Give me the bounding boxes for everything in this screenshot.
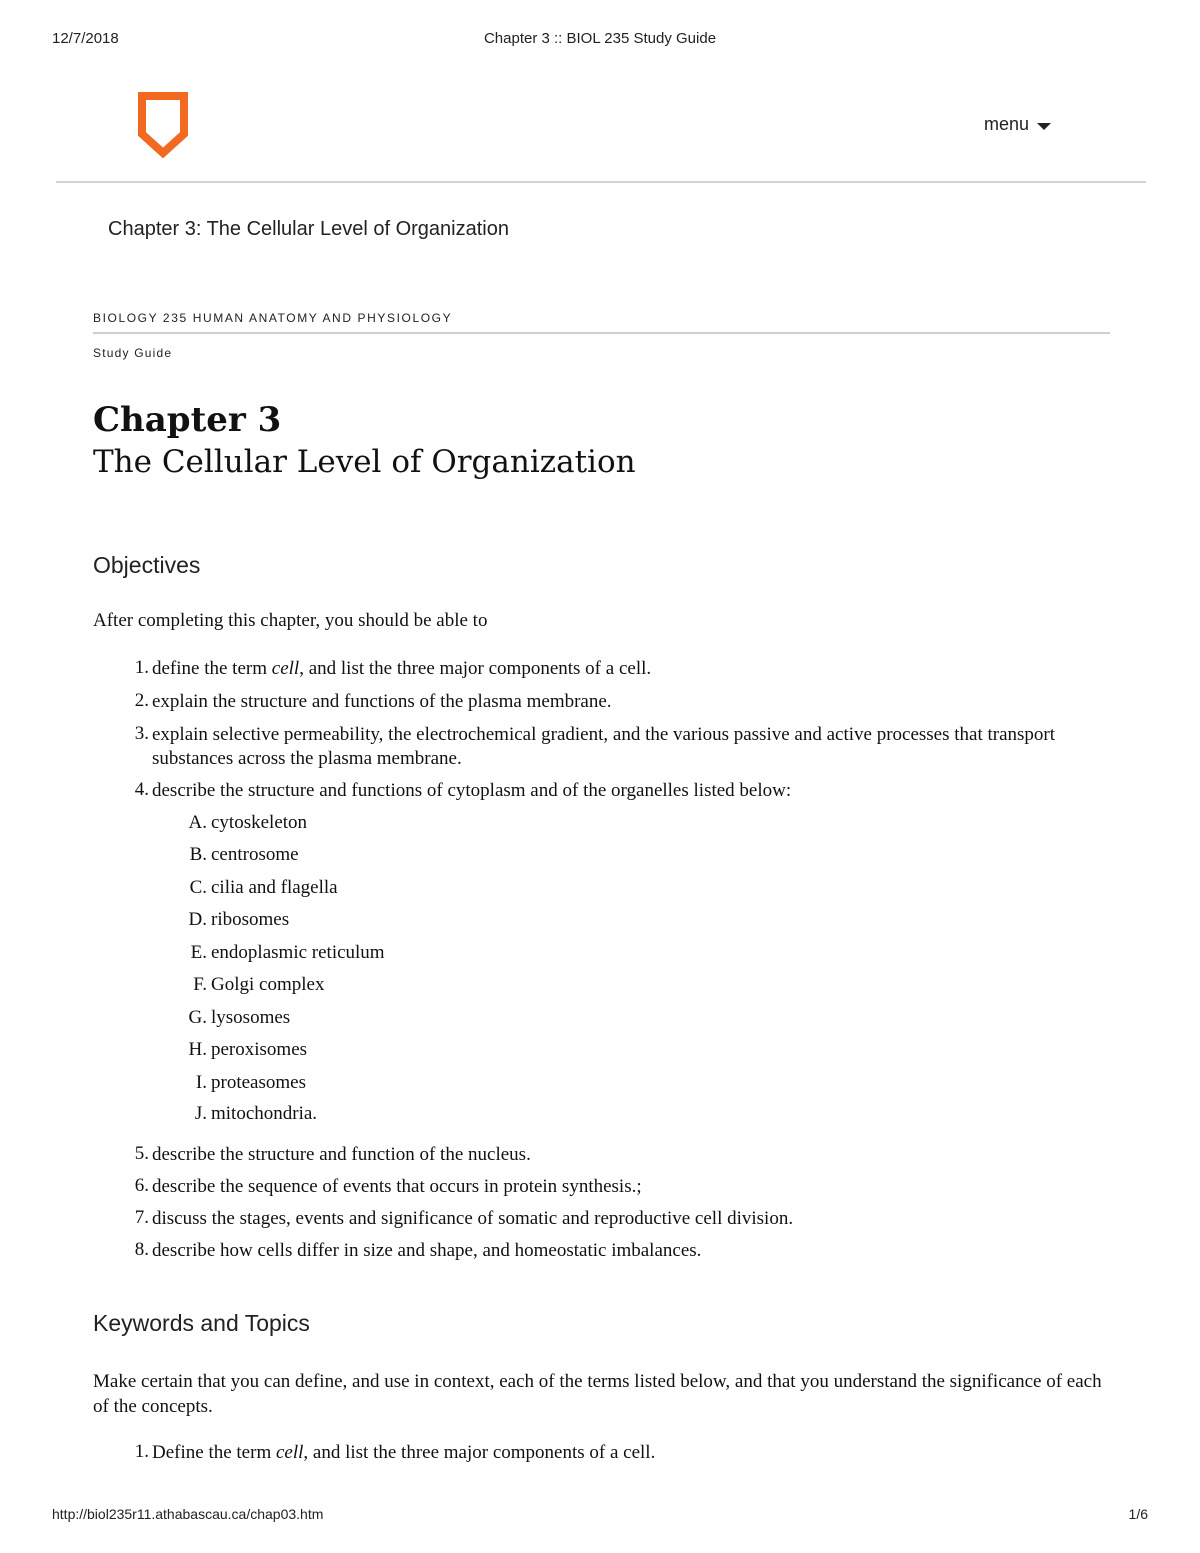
item-text: discuss the stages, events and significance of somatic and reproductive cell division. [152,1208,794,1229]
item-number: 5. [134,1143,149,1164]
item-text: ribosomes [211,909,290,930]
item-letter: J. [194,1103,207,1124]
caret-down-icon [1037,123,1051,130]
print-footer [0,1506,1200,1526]
item-letter: H. [188,1039,207,1060]
item-text: explain the structure and functions of the plasma membrane. [152,691,612,712]
course-name: BIOLOGY 235 HUMAN ANATOMY AND PHYSIOLOGY [93,311,453,325]
item-text-part: , and list the three major components of a cell. [299,658,652,679]
item-text: endoplasmic reticulum [211,942,385,963]
item-text: cytoskeleton [211,812,308,833]
print-header [0,30,1200,50]
item-number: 8. [134,1239,149,1260]
item-number: 6. [134,1175,149,1196]
item-text: describe the structure and functions of cytoplasm and of the organelles listed below: [152,780,792,801]
item-text: describe how cells differ in size and shape, and homeostatic imbalances. [152,1240,702,1261]
item-letter: B. [189,844,207,865]
item-text: lysosomes [211,1007,291,1028]
item-letter: I. [195,1072,207,1093]
item-text-part: Define the term [152,1442,276,1463]
item-text-emphasis: cell [271,658,300,679]
item-text [152,657,1112,681]
section-label: Study Guide [93,346,173,360]
item-text: cilia and flagella [211,877,338,898]
item-text-part: , and list the three major components of a cell. [303,1442,656,1463]
item-text: mitochondria. [211,1103,318,1124]
item-letter: F. [193,974,207,995]
item-text: explain selective permeability, the electrochemical gradient, and the various passive and active processes that transport substances across the plasma membrane. [152,724,1056,769]
shield-icon[interactable] [138,92,188,158]
item-letter: C. [189,877,207,898]
item-number: 3. [134,723,149,744]
item-letter: A. [188,812,207,833]
print-url: http://biol235r11.athabascau.ca/chap03.htm [52,1506,324,1522]
chapter-heading-link[interactable]: Chapter 3: The Cellular Level of Organization [108,218,509,240]
keywords-intro: Make certain that you can define, and use in context, each of the terms listed below, and that you understand the significance of each of the concepts. [93,1371,1102,1417]
keywords-heading: Keywords and Topics [93,1310,310,1336]
header-divider [56,181,1146,183]
item-text-emphasis: cell [275,1442,304,1463]
item-text: centrosome [211,844,299,865]
item-text: proteasomes [211,1072,306,1093]
item-letter: D. [188,909,207,930]
course-divider [93,332,1110,334]
objectives-intro: After completing this chapter, you should be able to [93,610,488,631]
item-number: 1. [134,657,149,678]
menu-button[interactable] [984,114,1051,135]
objectives-heading: Objectives [93,552,201,578]
chapter-number: Chapter 3 [93,400,282,440]
item-letter: E. [190,942,207,963]
item-number: 1. [134,1441,149,1462]
chapter-title: The Cellular Level of Organization [93,444,636,480]
print-date: 12/7/2018 [52,30,119,47]
item-text: Golgi complex [211,974,325,995]
item-text: describe the sequence of events that occurs in protein synthesis.; [152,1176,642,1197]
item-number: 4. [134,779,149,800]
item-text-part: define the term [152,658,272,679]
item-text: describe the structure and function of the nucleus. [152,1144,531,1165]
item-letter: G. [188,1007,207,1028]
item-number: 2. [134,690,149,711]
menu-label: menu [984,114,1030,134]
item-text: peroxisomes [211,1039,308,1060]
page-number: 1/6 [1128,1506,1148,1522]
print-title: Chapter 3 :: BIOL 235 Study Guide [483,30,717,47]
item-text [152,1441,1112,1465]
item-number: 7. [134,1207,149,1228]
